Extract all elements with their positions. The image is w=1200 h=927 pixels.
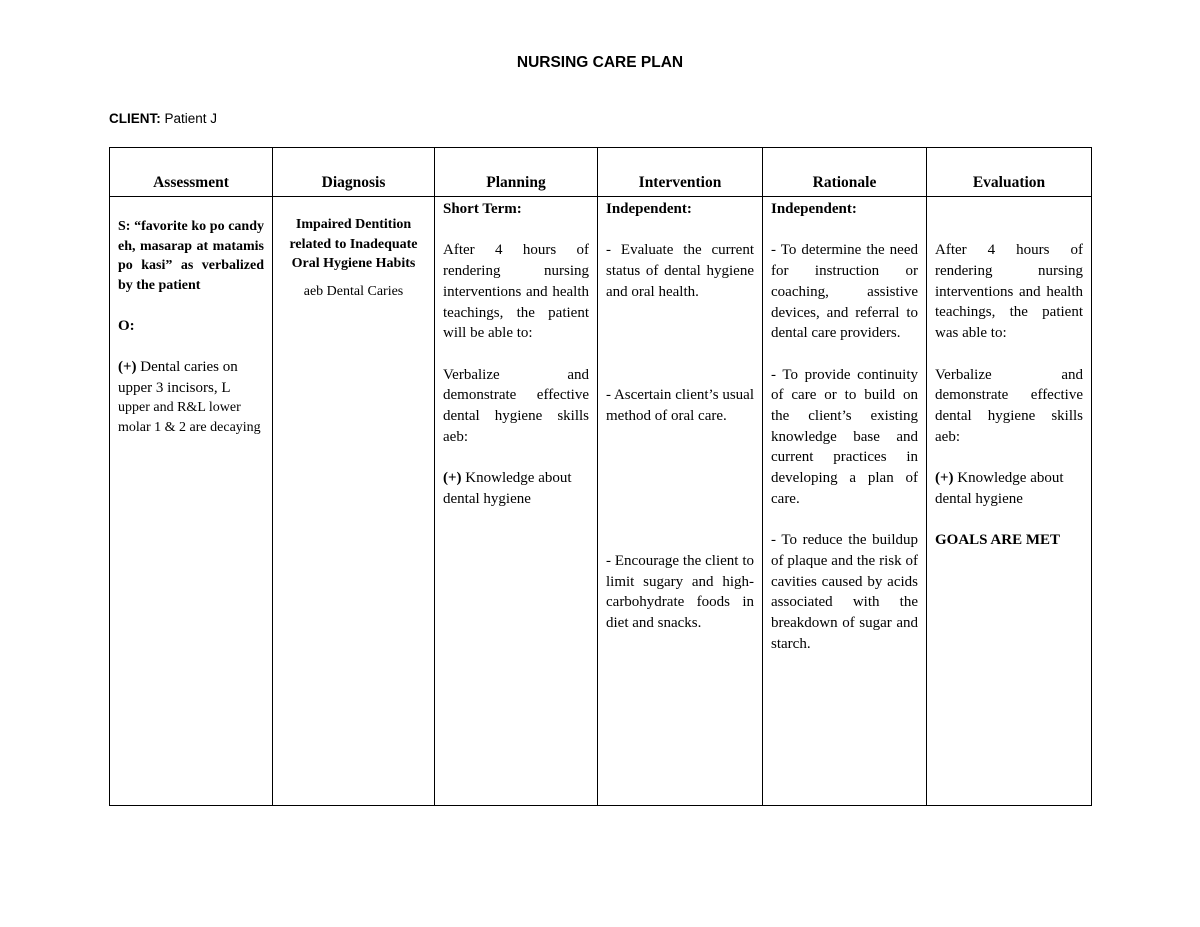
assessment-cell <box>110 197 273 806</box>
evaluation-cell <box>927 197 1092 806</box>
planning-heading: Short Term: <box>443 201 522 217</box>
intervention-cell <box>598 197 763 806</box>
planning-outcome <box>443 468 589 509</box>
header-diagnosis: Diagnosis <box>273 148 435 197</box>
evaluation-outcome <box>935 468 1083 509</box>
objective-line-2: upper and R&L lower molar 1 & 2 are decaying <box>118 400 261 435</box>
table-row <box>110 197 1092 806</box>
diagnosis-cell <box>273 197 435 806</box>
intervention-item: - Ascertain client’s usual method of oral care. <box>606 387 754 424</box>
header-rationale: Rationale <box>763 148 927 197</box>
planning-outcome-text: Knowledge about dental hygiene <box>443 470 572 507</box>
intervention-heading: Independent: <box>606 201 692 217</box>
table-header-row <box>110 148 1092 197</box>
rationale-heading: Independent: <box>771 201 857 217</box>
client-name: Patient J <box>164 111 218 126</box>
objective-sign: (+) <box>118 359 137 376</box>
rationale-item: - To determine the need for instruction or coaching, assistive devices, and referral to dental care providers. <box>771 242 918 342</box>
evaluation-status-text: GOALS ARE MET <box>935 532 1061 549</box>
subjective-data: S: “favorite ko po candy eh, masarap at matamis po kasi” as verbalized by the patient <box>118 219 264 293</box>
header-assessment: Assessment <box>110 148 273 197</box>
objective-line-1 <box>118 357 264 398</box>
page-title: NURSING CARE PLAN <box>516 54 684 71</box>
planning-goal: Verbalize and demonstrate effective dental hygiene skills aeb: <box>443 366 589 445</box>
objective-label: O: <box>118 317 135 334</box>
evaluation-intro: After 4 hours of rendering nursing interventions and health teachings, the patient was able to: <box>935 242 1083 342</box>
evaluation-status <box>935 530 1083 551</box>
rationale-item: - To reduce the buildup of plaque and the risk of cavities caused by acids associated with the breakdown of sugar and starch. <box>771 532 918 652</box>
evaluation-sign: (+) <box>935 470 954 487</box>
rationale-item: - To provide continuity of care or to build on the client’s existing knowledge base and current practices in developing a plan of care. <box>771 366 918 507</box>
client-label: CLIENT: <box>109 111 161 126</box>
diagnosis-main: Impaired Dentition related to Inadequate Oral Hygiene Habits <box>289 217 418 271</box>
planning-goal-intro: After 4 hours of rendering nursing interventions and health teachings, the patient will be able to: <box>443 242 589 342</box>
header-planning: Planning <box>435 148 598 197</box>
planning-cell <box>435 197 598 806</box>
diagnosis-evidence: aeb Dental Caries <box>303 283 404 299</box>
intervention-item: - Evaluate the current status of dental hygiene and oral health. <box>606 242 754 300</box>
rationale-cell <box>763 197 927 806</box>
evaluation-outcome-text: Knowledge about dental hygiene <box>935 470 1064 507</box>
objective-text-1: Dental caries on upper 3 incisors, L <box>118 359 238 396</box>
planning-sign: (+) <box>443 470 462 487</box>
header-intervention: Intervention <box>598 148 763 197</box>
evaluation-goal: Verbalize and demonstrate effective dental hygiene skills aeb: <box>935 366 1083 445</box>
client-line <box>109 111 217 126</box>
intervention-item: - Encourage the client to limit sugary and high-carbohydrate foods in diet and snacks. <box>606 552 754 631</box>
header-evaluation: Evaluation <box>927 148 1092 197</box>
care-plan-table <box>109 147 1092 806</box>
